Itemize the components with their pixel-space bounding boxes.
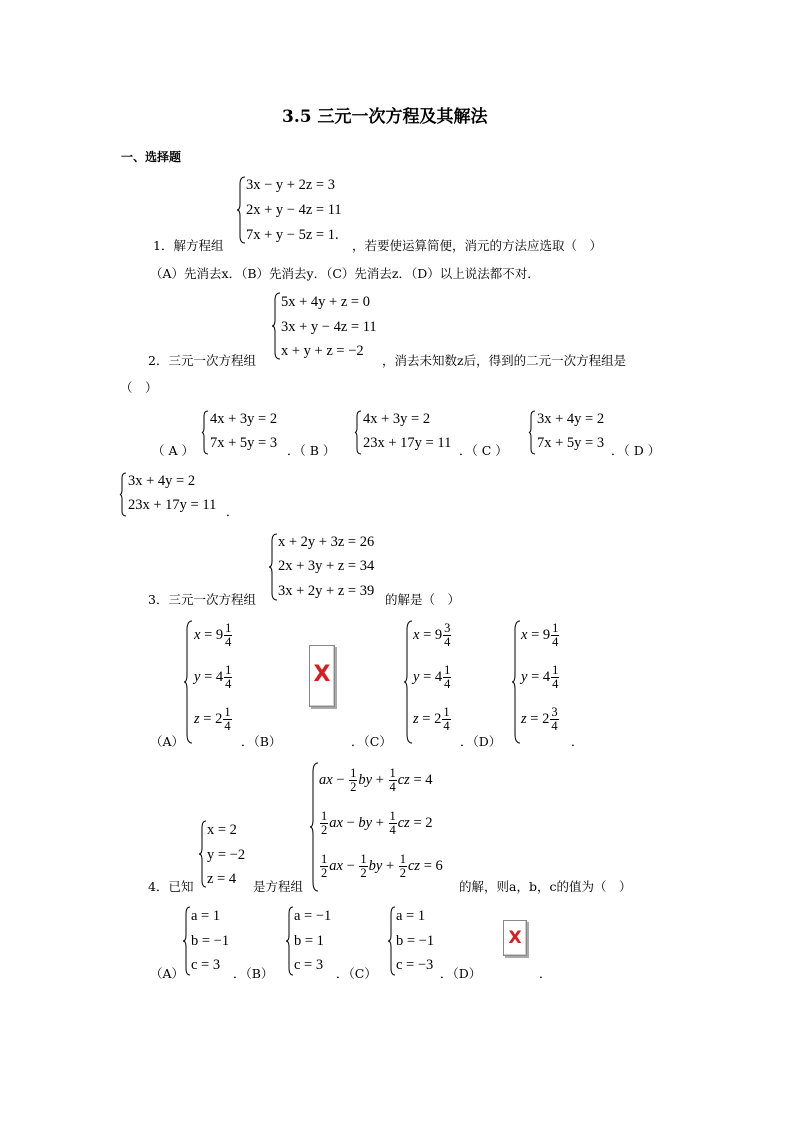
q4-label-c: ．（C） <box>336 966 377 981</box>
q4-c-eq-1: a = 1 <box>396 908 426 924</box>
q3-prefix: 3．三元一次方程组 <box>148 592 256 607</box>
q1-suffix: ，若要使运算简便，消元的方法应选取（ ） <box>352 238 603 253</box>
q2-answer-paren: （ ） <box>120 380 158 395</box>
q4-a-eq-3: c = 3 <box>191 957 221 973</box>
q4-given-y: y = −2 <box>207 847 246 863</box>
q4-b-eq-1: a = −1 <box>294 908 332 924</box>
q3-end-period: ． <box>571 734 584 749</box>
q2-suffix: ，消去未知数z后，得到的二元一次方程组是 <box>382 353 627 368</box>
q4-b-eq-3: c = 3 <box>294 957 324 973</box>
q3-d-y: y = 4 $\frac{1}{4}$ <box>521 663 559 692</box>
q4-c-eq-3: c = −3 <box>396 957 434 973</box>
q3-c-y: y = 4 $\frac{1}{4}$ <box>413 663 451 692</box>
q4-suffix: 的解，则a，b，c的值为（ ） <box>459 879 632 894</box>
left-brace-icon <box>182 906 191 976</box>
left-brace-icon <box>285 906 294 976</box>
q1-eq-3: 7x + y − 5z = 1. <box>246 227 339 243</box>
left-brace-icon <box>387 906 396 976</box>
q2-c-eq-2: 7x + 5y = 3 <box>537 435 605 451</box>
q3-eq-2: 2x + 3y + z = 34 <box>278 558 375 574</box>
q1-prefix: 1．解方程组 <box>153 238 224 253</box>
broken-image-icon: X <box>309 645 335 707</box>
q3-suffix: 的解是（ ） <box>385 592 461 607</box>
left-brace-icon <box>183 620 193 744</box>
q2-label-b: ．（ B ） <box>287 443 336 458</box>
left-brace-icon <box>201 410 209 455</box>
q2-label-c: ．（ C ） <box>459 443 508 458</box>
q4-b-eq-2: b = 1 <box>294 933 324 949</box>
q2-eq-3: x + y + z = −2 <box>281 343 364 359</box>
left-brace-icon <box>403 620 413 744</box>
q2-a-eq-1: 4x + 3y = 2 <box>210 411 278 427</box>
q2-label-d: ．（ D ） <box>611 443 661 458</box>
q4-given-x: x = 2 <box>207 822 237 838</box>
q1-options: （A）先消去x．（B）先消去y．（C）先消去z．（D）以上说法都不对． <box>150 266 540 281</box>
left-brace-icon <box>198 820 207 888</box>
page-title: 3.5 三元一次方程及其解法 <box>282 107 488 127</box>
q2-prefix: 2．三元一次方程组 <box>148 353 256 368</box>
q2-d-eq-1: 3x + 4y = 2 <box>128 473 196 489</box>
q3-eq-1: x + 2y + 3z = 26 <box>278 534 375 550</box>
q2-end-period: ． <box>226 504 239 519</box>
q4-a-eq-2: b = −1 <box>191 933 230 949</box>
q2-eq-2: 3x + y − 4z = 11 <box>281 319 377 335</box>
q4-sys-eq-2: $\frac{1}{2}$ ax − by + $\frac{1}{4}$ cz = 2 <box>321 809 433 838</box>
q3-a-z: z = 2 $\frac{1}{4}$ <box>194 705 231 734</box>
q1-eq-2: 2x + y − 4z = 11 <box>246 202 342 218</box>
q3-c-z: z = 2 $\frac{1}{4}$ <box>413 705 450 734</box>
q4-c-eq-2: b = −1 <box>396 933 435 949</box>
q1-eq-1: 3x − y + 2z = 3 <box>246 177 335 193</box>
q3-eq-3: 3x + 2y + z = 39 <box>278 583 375 599</box>
q3-a-x: x = 9 $\frac{1}{4}$ <box>194 621 232 650</box>
left-brace-icon <box>309 762 319 892</box>
q2-d-eq-2: 23x + 17y = 11 <box>128 497 217 513</box>
q2-b-eq-2: 23x + 17y = 11 <box>363 435 452 451</box>
section-heading: 一、选择题 <box>121 150 182 164</box>
left-brace-icon <box>268 533 278 601</box>
q2-label-a: （ A ） <box>152 443 194 458</box>
q3-a-y: y = 4 $\frac{1}{4}$ <box>194 663 232 692</box>
q3-label-a: （A） <box>150 734 185 749</box>
q3-d-z: z = 2 $\frac{3}{4}$ <box>521 705 558 734</box>
broken-image-icon: X <box>503 920 527 956</box>
left-brace-icon <box>354 410 362 455</box>
q4-middle: 是方程组 <box>253 879 304 894</box>
q4-a-eq-1: a = 1 <box>191 908 221 924</box>
q4-end-period: ． <box>539 966 552 981</box>
q4-label-d: ．（D） <box>440 966 482 981</box>
left-brace-icon <box>528 410 536 455</box>
q4-given-z: z = 4 <box>207 871 237 887</box>
q4-sys-eq-1: ax − $\frac{1}{2}$ by + $\frac{1}{4}$ cz = 4 <box>319 766 433 795</box>
q2-c-eq-1: 3x + 4y = 2 <box>537 411 605 427</box>
q3-d-x: x = 9 $\frac{1}{4}$ <box>521 621 559 650</box>
q4-label-a: （A） <box>150 966 185 981</box>
q3-label-d: ．（D） <box>460 734 502 749</box>
q4-label-b: ．（B） <box>233 966 274 981</box>
q2-a-eq-2: 7x + 5y = 3 <box>210 435 278 451</box>
q4-sys-eq-3: $\frac{1}{2}$ ax − $\frac{1}{2}$ by + $\frac{1}{2}$ cz = 6 <box>321 852 443 881</box>
q3-label-b: ．（B） <box>241 734 282 749</box>
q4-prefix: 4．已知 <box>148 879 194 894</box>
q3-label-c: ．（C） <box>351 734 392 749</box>
q3-c-x: x = 9 $\frac{3}{4}$ <box>413 621 451 650</box>
left-brace-icon <box>511 620 521 744</box>
left-brace-icon <box>271 292 281 360</box>
left-brace-icon <box>236 176 246 244</box>
q2-eq-1: 5x + 4y + z = 0 <box>281 294 370 310</box>
left-brace-icon <box>119 472 127 517</box>
q2-b-eq-1: 4x + 3y = 2 <box>363 411 431 427</box>
